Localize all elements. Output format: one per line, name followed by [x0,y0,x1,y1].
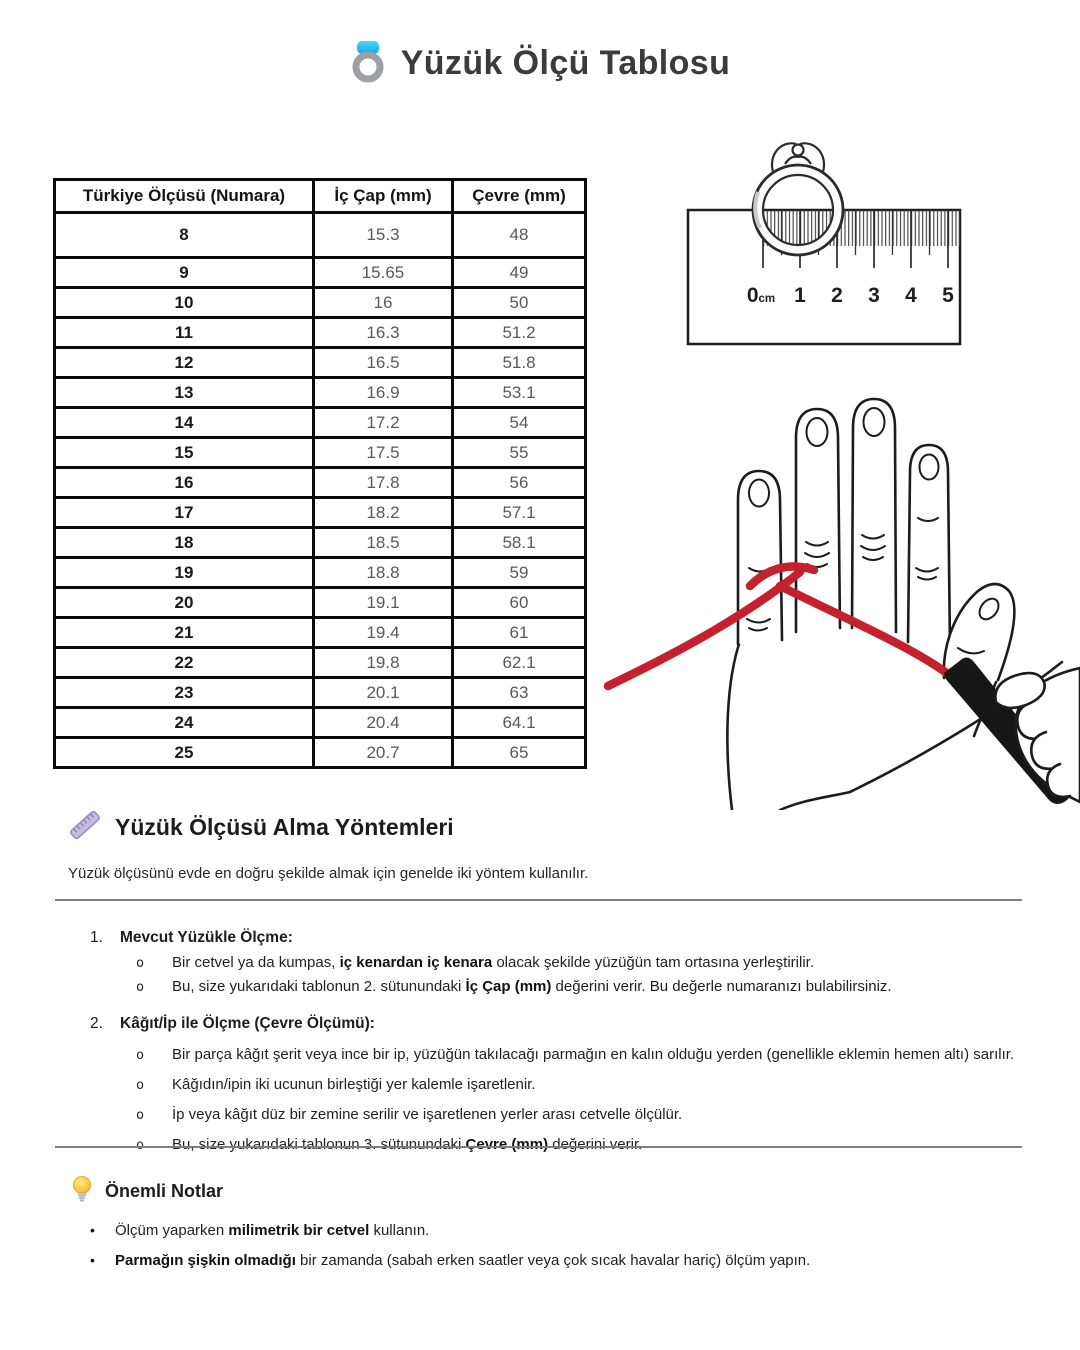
cell-size: 14 [55,408,314,438]
text-segment: Bu, size yukarıdaki tablonun 2. sütunundaki [172,978,466,995]
page-title: Yüzük Ölçü Tablosu [400,44,731,82]
cell-inner-diameter: 17.8 [314,468,453,498]
cell-inner-diameter: 17.5 [314,438,453,468]
ring-size-table [53,178,587,769]
table-row [55,348,586,378]
cell-inner-diameter: 20.7 [314,738,453,768]
cell-inner-diameter: 20.1 [314,678,453,708]
cell-size: 21 [55,618,314,648]
cell-size: 15 [55,438,314,468]
bullet-text [172,1046,1014,1063]
bullet-text [172,1076,536,1093]
bullet-marker: o [136,955,145,971]
cell-inner-diameter: 16.9 [314,378,453,408]
cell-size: 16 [55,468,314,498]
cell-inner-diameter: 16.5 [314,348,453,378]
bullet-marker: • [90,1252,95,1268]
bullet-marker: o [136,979,145,995]
cell-circumference: 50 [453,288,586,318]
cell-circumference: 63 [453,678,586,708]
cell-inner-diameter: 15.65 [314,258,453,288]
method-2-bullet-3 [136,1106,1080,1123]
table-row [55,558,586,588]
bullet-text [172,954,814,971]
document-header [0,38,1080,89]
lightbulb-icon [70,1174,94,1209]
method-item-2 [90,1015,1080,1033]
text-segment: İp veya kâğıt düz bir zemine serilir ve işaretlenen yerler arası cetvelle ölçülür. [172,1106,683,1123]
ruler-icon [68,808,102,847]
notes-heading-row [70,1174,1080,1209]
bullet-marker: • [90,1222,95,1238]
hand-string-figure [598,372,1080,810]
cell-size: 19 [55,558,314,588]
method-item-1 [90,929,1080,947]
bold-segment: Çevre (mm) [465,1136,549,1153]
cell-circumference: 54 [453,408,586,438]
item-title: Kâğıt/İp ile Ölçme (Çevre Ölçümü): [120,1015,375,1032]
ruler-illustration [668,130,972,354]
ruler-label-2: 2 [831,284,843,307]
text-segment: kullanın. [369,1222,430,1239]
ruler-label-4: 4 [905,284,917,307]
note-text [115,1222,429,1239]
table-row [55,618,586,648]
table-row [55,648,586,678]
cell-circumference: 49 [453,258,586,288]
cell-size: 25 [55,738,314,768]
cell-circumference: 55 [453,438,586,468]
item-number: 2. [90,1015,103,1032]
table-row [55,288,586,318]
cell-circumference: 53.1 [453,378,586,408]
table-row [55,468,586,498]
table-row [55,258,586,288]
ring-size-table-section [53,178,587,769]
notes-section [0,1146,1080,1269]
cell-size: 8 [55,213,314,258]
cell-circumference: 65 [453,738,586,768]
cell-circumference: 51.8 [453,348,586,378]
ring-icon [350,38,386,89]
cell-size: 20 [55,588,314,618]
cell-circumference: 62.1 [453,648,586,678]
bold-segment: milimetrik bir cetvel [228,1222,370,1239]
cell-circumference: 60 [453,588,586,618]
cell-circumference: 48 [453,213,586,258]
ruler-label-5: 5 [942,284,954,307]
bold-segment: İç Çap (mm) [465,978,552,995]
cell-circumference: 57.1 [453,498,586,528]
cell-circumference: 59 [453,558,586,588]
cell-circumference: 58.1 [453,528,586,558]
note-item-1 [90,1222,1080,1239]
header-inner-diameter: İç Çap (mm) [314,180,453,213]
table-row [55,678,586,708]
hand-illustration [598,372,1080,810]
cell-inner-diameter: 19.8 [314,648,453,678]
cell-size: 22 [55,648,314,678]
note-item-2 [90,1252,1080,1269]
bullet-marker: o [136,1047,145,1063]
bullet-marker: o [136,1077,145,1093]
cell-inner-diameter: 18.2 [314,498,453,528]
table-row [55,318,586,348]
methods-intro: Yüzük ölçüsünü evde en doğru şekilde almak için genelde iki yöntem kullanılır. [68,865,589,882]
ruler-label-3: 3 [868,284,880,307]
table-row [55,438,586,468]
method-1-bullet-1 [136,954,1080,971]
table-head [55,180,586,213]
table-row [55,408,586,438]
bullet-marker: o [136,1107,145,1123]
cell-size: 13 [55,378,314,408]
method-2-bullet-1 [136,1046,1080,1063]
cell-size: 9 [55,258,314,288]
table-row [55,528,586,558]
cell-size: 18 [55,528,314,558]
ruler-label-1: 1 [794,284,806,307]
text-segment: değerini verir. Bu değerle numaranızı bulabilirsiniz. [551,978,892,995]
section-divider [55,899,1022,901]
table-body [55,213,586,768]
note-text [115,1252,810,1269]
method-2-bullet-2 [136,1076,1080,1093]
text-segment: bir zamanda (sabah erken saatler veya çok sıcak havalar hariç) ölçüm yapın. [295,1252,811,1269]
cell-inner-diameter: 15.3 [314,213,453,258]
table-row [55,213,586,258]
item-title: Mevcut Yüzükle Ölçme: [120,929,293,946]
methods-heading: Yüzük Ölçüsü Alma Yöntemleri [115,814,454,840]
bullet-marker: o [136,1137,145,1153]
methods-section [0,800,1080,1153]
cell-size: 10 [55,288,314,318]
cell-inner-diameter: 19.1 [314,588,453,618]
cell-inner-diameter: 19.4 [314,618,453,648]
bullet-text [172,978,892,995]
table-row [55,588,586,618]
header-circumference: Çevre (mm) [453,180,586,213]
notes-heading: Önemli Notlar [105,1181,224,1201]
cell-circumference: 51.2 [453,318,586,348]
text-segment: Bir parça kâğıt şerit veya ince bir ip, yüzüğün takılacağı parmağın en kalın olduğu yerden (genellikle eklemin hemen altı) sarılır. [172,1046,1015,1063]
text-segment: Bu, size yukarıdaki tablonun 3. sütunundaki [172,1136,466,1153]
method-1-bullet-2 [136,978,1080,995]
cell-inner-diameter: 20.4 [314,708,453,738]
cell-size: 24 [55,708,314,738]
text-segment: Bir cetvel ya da kumpas, [172,954,340,971]
text-segment: Kâğıdın/ipin iki ucunun birleştiği yer kalemle işaretlenir. [172,1076,536,1093]
cell-size: 11 [55,318,314,348]
cell-circumference: 56 [453,468,586,498]
header-size: Türkiye Ölçüsü (Numara) [55,180,314,213]
cell-circumference: 61 [453,618,586,648]
cell-size: 12 [55,348,314,378]
table-row [55,738,586,768]
text-segment: Ölçüm yaparken [115,1222,229,1239]
bold-segment: Parmağın şişkin olmadığı [115,1252,296,1269]
section-divider [55,1146,1022,1148]
text-segment: olacak şekilde yüzüğün tam ortasına yerleştirilir. [492,954,814,971]
mm-ticks [763,210,960,246]
item-number: 1. [90,929,103,946]
cell-inner-diameter: 18.8 [314,558,453,588]
bullet-text [172,1106,682,1123]
table-header-row [55,180,586,213]
ruler-label-0: 0cm [746,284,776,307]
text-segment: değerini verir. [548,1136,643,1153]
cell-inner-diameter: 18.5 [314,528,453,558]
cell-inner-diameter: 16 [314,288,453,318]
cell-size: 23 [55,678,314,708]
bold-segment: iç kenardan iç kenara [339,954,493,971]
cell-size: 17 [55,498,314,528]
cell-inner-diameter: 16.3 [314,318,453,348]
methods-heading-row [68,808,1080,847]
table-row [55,378,586,408]
cell-inner-diameter: 17.2 [314,408,453,438]
cell-circumference: 64.1 [453,708,586,738]
ring-on-ruler-figure [668,130,972,354]
table-row [55,708,586,738]
table-row [55,498,586,528]
